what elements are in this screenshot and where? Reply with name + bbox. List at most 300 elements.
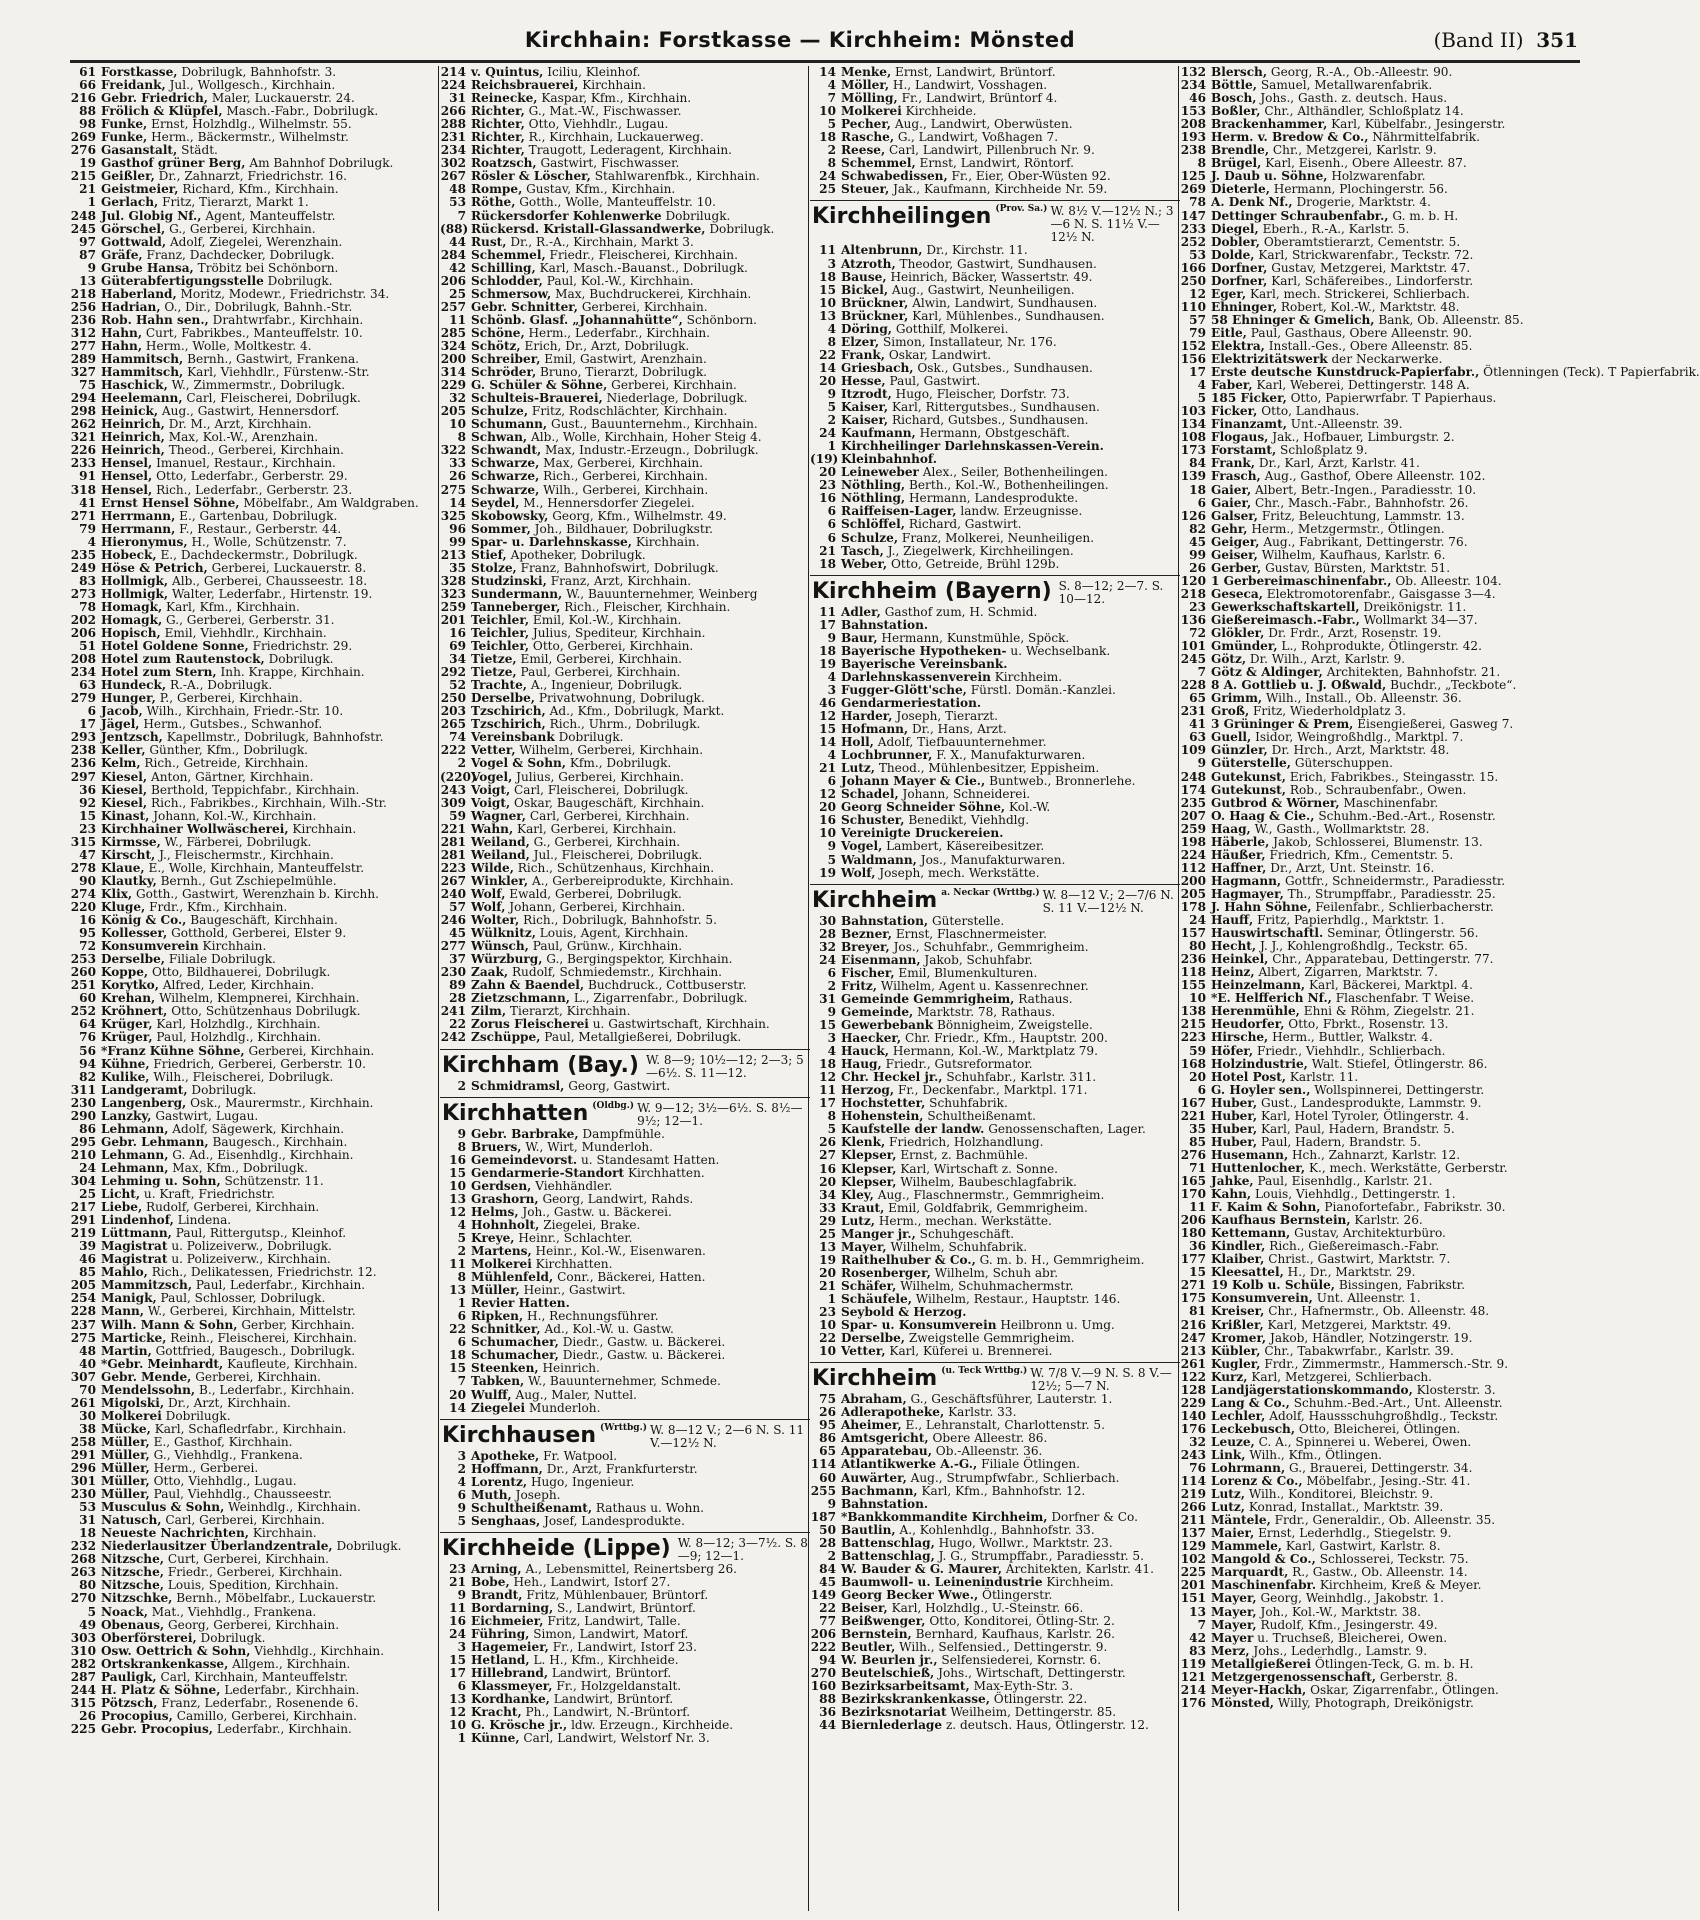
entry-name: Tanneberger, xyxy=(471,599,561,614)
entry-name: Nitzsche, xyxy=(101,1578,164,1593)
phone-number: 15 xyxy=(449,1165,466,1180)
entry-name: Haug, xyxy=(841,1057,882,1072)
entry-details: Curt, Gerberei, Kirchhain. xyxy=(167,1552,329,1567)
phone-number: 18 xyxy=(79,1526,96,1541)
phone-number: 59 xyxy=(1189,1043,1206,1058)
entry-name: Nöthling, xyxy=(841,478,906,493)
page-number: 351 xyxy=(1536,28,1578,52)
phone-number: 180 xyxy=(1180,1226,1206,1241)
entry-name: Kreiser, xyxy=(1211,1304,1265,1319)
entry-name: Wilh. Mann & Sohn, xyxy=(101,1317,238,1332)
phone-number: 18 xyxy=(819,643,836,658)
phone-number: 6 xyxy=(1197,1082,1206,1097)
entry-details: Paul, Gerberei, Kirchhain. xyxy=(520,665,681,680)
entry-details: Conr., Bäckerei, Hatten. xyxy=(557,1270,706,1285)
entry-name: Vetter, xyxy=(471,743,516,758)
entry-details: Emil, Gastwirt, Arenzhain. xyxy=(544,352,707,367)
entry-details: Karlstr. 33. xyxy=(948,1405,1017,1420)
entry-details: Max, Kol.-W., Arenzhain. xyxy=(168,430,319,445)
entry-details: E., Dachdeckermstr., Dobrilugk. xyxy=(160,547,358,562)
entry-details: Dr. Frdr., Arzt, Rosenstr. 19. xyxy=(1268,626,1442,641)
entry-name: Müller, xyxy=(101,1487,150,1502)
phone-number: 223 xyxy=(1180,1030,1206,1045)
entry-details: Dampfmühle. xyxy=(582,1126,665,1141)
phone-number: 250 xyxy=(440,691,466,706)
entry-details: Karl, Bäckerei, Marktpl. 4. xyxy=(1308,978,1473,993)
phone-number: 13 xyxy=(1189,1604,1206,1619)
phone-number: 22 xyxy=(819,347,836,362)
entry-details: Kirchheim. xyxy=(1046,1574,1114,1589)
phone-number: 97 xyxy=(79,234,96,249)
phone-number: (220) xyxy=(440,769,477,784)
phone-number: 15 xyxy=(449,1653,466,1668)
phone-number: 214 xyxy=(1180,1682,1206,1697)
entry-name: Abraham, xyxy=(841,1392,907,1407)
phone-number: 23 xyxy=(449,1561,466,1576)
phone-number: 22 xyxy=(819,1600,836,1615)
entry-details: Otto, Bleicherei, Ötlingen. xyxy=(1298,1421,1461,1436)
phone-number: 18 xyxy=(449,1348,466,1363)
entry-details: Ad., Kfm., Dobrilugk, Markt. xyxy=(549,704,725,719)
entry-details: Frdr., Zimmermstr., Hammersch.-Str. 9. xyxy=(1264,1356,1509,1371)
entry-name: Lutz, xyxy=(841,1213,875,1228)
entry-name: Senghaas, xyxy=(471,1513,541,1528)
phone-number: 50 xyxy=(819,1522,836,1537)
phone-number: 225 xyxy=(70,1721,96,1736)
place-heading xyxy=(440,1419,810,1450)
phone-number: 26 xyxy=(79,1708,96,1723)
entry-details: W., Zimmermstr., Dobrilugk. xyxy=(171,378,346,393)
entry-name: Frank, xyxy=(1211,456,1255,471)
entry-details: Karl, Rittergutsbes., Sundhausen. xyxy=(892,400,1100,415)
entry-details: Dobrilugk. xyxy=(200,1630,266,1645)
phone-number: 229 xyxy=(440,378,466,393)
phone-number: 242 xyxy=(440,1030,466,1045)
phone-number: 268 xyxy=(70,1552,96,1567)
phone-number: 327 xyxy=(70,365,96,380)
phone-number: 83 xyxy=(1189,1643,1206,1658)
entry-name: Molkerei xyxy=(101,1408,162,1423)
entry-details: Gasthof zum, H. Schmid. xyxy=(884,604,1038,619)
entry-name: Gebr. Mende, xyxy=(101,1369,192,1384)
entry-name: Zilm, xyxy=(471,1004,507,1019)
entry-details: Fritz, Wiederholdplatz 3. xyxy=(1253,704,1407,719)
phone-number: 251 xyxy=(70,978,96,993)
phone-number: 9 xyxy=(827,386,836,401)
entry-name: Müller, xyxy=(471,1283,520,1298)
entry-details: Gastwirt, Fischwasser. xyxy=(540,156,680,171)
entry-name: Weiland, xyxy=(471,834,530,849)
entry-name: Teichler, xyxy=(471,626,530,641)
phone-number: 155 xyxy=(1180,978,1206,993)
entry-name: Kirchhainer Wollwäscherei, xyxy=(101,821,289,836)
entry-name: Winkler, xyxy=(471,873,529,888)
entry-details: Kirchheide. xyxy=(905,104,977,119)
phone-number: 230 xyxy=(70,1487,96,1502)
entry-details: Adolf, Ziegelei, Werenzhain. xyxy=(169,234,343,249)
entry-name: Bahnstation. xyxy=(841,617,929,632)
entry-name: Hauff, xyxy=(1211,913,1254,928)
phone-number: 4 xyxy=(87,534,96,549)
entry-name: Dorfner, xyxy=(1211,273,1268,288)
office-hours: W. 8½ V.—12½ N.; 3—6 N. S. 11½ V.—12½ N. xyxy=(1050,204,1174,245)
entry-name: Ernst Hensel Söhne, xyxy=(101,495,240,510)
entry-details: Max-Eyth-Str. 3. xyxy=(973,1679,1074,1694)
entry-details: u. Wechselbank. xyxy=(1010,643,1111,658)
entry-name: Grashorn, xyxy=(471,1191,539,1206)
phone-number: 221 xyxy=(440,821,466,836)
phone-number: 26 xyxy=(1189,560,1206,575)
entry-details: Oberamtstierarzt, Cementstr. 5. xyxy=(1263,234,1461,249)
entry-details: Karl, Metzgerei, Marktstr. 49. xyxy=(1267,1317,1452,1332)
entry-name: Revier Hatten. xyxy=(471,1296,570,1311)
entry-details: Georg, Gerberei, Kirchhain. xyxy=(168,1617,340,1632)
entry-name: Hammitsch, xyxy=(101,352,184,367)
entry-details: Dobrilugk. xyxy=(336,1539,402,1554)
phone-number: 20 xyxy=(819,1174,836,1189)
entry-name: Gerdsen, xyxy=(471,1178,532,1193)
entry-details: Friedr., Fleischerei, Kirchhain. xyxy=(549,247,738,262)
phone-number: 281 xyxy=(440,834,466,849)
phone-number: 219 xyxy=(70,1226,96,1241)
entry-name: Bachmann, xyxy=(841,1483,918,1498)
entry-details: Bruno, Tierarzt, Dobrilugk. xyxy=(540,365,707,380)
entry-name: Schumann, xyxy=(471,417,548,432)
phone-number: 302 xyxy=(440,156,466,171)
entry-name: Martens, xyxy=(471,1243,532,1258)
entry-name: Marticke, xyxy=(101,1330,167,1345)
directory-entry xyxy=(440,1080,810,1093)
entry-details: Julius, Gerberei, Kirchhain. xyxy=(516,769,684,784)
entry-name: Migolski, xyxy=(101,1395,165,1410)
phone-number: 11 xyxy=(449,312,466,327)
entry-details: Otto, Bildhauerei, Dobrilugk. xyxy=(152,965,331,980)
phone-number: 53 xyxy=(1189,247,1206,262)
entry-details: Schuhfabrik. xyxy=(929,1096,1008,1111)
entry-name: Lechler, xyxy=(1211,1408,1266,1423)
phone-number: 267 xyxy=(440,169,466,184)
phone-number: 177 xyxy=(1180,1252,1206,1267)
phone-number: 8 xyxy=(827,156,836,171)
entry-details: Herm., Wolle, Moltkestr. 4. xyxy=(145,338,312,353)
entry-name: Rosenberger, xyxy=(841,1265,931,1280)
entry-name: Vogel, xyxy=(471,769,513,784)
phone-number: 23 xyxy=(1189,599,1206,614)
phone-number: 22 xyxy=(449,1017,466,1032)
phone-number: 88 xyxy=(79,104,96,119)
phone-number: 57 xyxy=(449,900,466,914)
phone-number: 198 xyxy=(1180,834,1206,849)
entry-details: Heinr., Schlachter. xyxy=(518,1230,633,1245)
phone-number: 15 xyxy=(449,1361,466,1376)
entry-details: J., Ziegelwerk, Kirchheilingen. xyxy=(887,543,1074,558)
entry-details: Otto, Gerberei, Kirchhain. xyxy=(532,639,694,654)
entry-details: Karl, mech. Strickerei, Schlierbach. xyxy=(1249,286,1470,301)
entry-details: Jos., Schuhfabr., Gemmrigheim. xyxy=(893,939,1089,954)
entry-details: Chr., Hafnermstr., Ob. Alleenstr. 48. xyxy=(1268,1304,1490,1319)
phone-number: 33 xyxy=(819,1200,836,1215)
phone-number: 238 xyxy=(1180,143,1206,158)
entry-name: Atlantikwerke A.-G., xyxy=(841,1457,978,1472)
entry-name: Gewerbebank xyxy=(841,1018,934,1032)
entry-name: Ehninger, xyxy=(1211,299,1278,314)
phone-number: 303 xyxy=(70,1630,96,1645)
entry-details: Gustav, Architekturbüro. xyxy=(1294,1226,1446,1241)
phone-number: 176 xyxy=(1180,1421,1206,1436)
entry-details: Rich., Fleischer, Kirchhain. xyxy=(564,599,731,614)
entry-details: Viehhändler. xyxy=(535,1178,613,1193)
entry-details: Gerberei, Kirchhain. xyxy=(248,1043,375,1058)
entry-details: Kfm., Dobrilugk. xyxy=(569,756,672,771)
entry-name: G. Hoyler sen., xyxy=(1211,1082,1311,1097)
entry-name: Schumacher, xyxy=(471,1348,559,1363)
entry-details: Karl, Eisenh., Obere Alleestr. 87. xyxy=(1265,156,1467,171)
phone-number: 175 xyxy=(1180,1291,1206,1306)
phone-number: 187 xyxy=(810,1509,836,1524)
entry-name: Adlerapotheke, xyxy=(841,1405,945,1420)
phone-number: 70 xyxy=(79,1382,96,1397)
directory-entry xyxy=(810,183,1180,196)
phone-number: 9 xyxy=(457,1587,466,1602)
entry-name: Lehmann, xyxy=(101,1121,169,1136)
entry-details: Oskar, Zigarrenfabr., Ötlingen. xyxy=(1310,1682,1499,1697)
phone-number: 244 xyxy=(70,1682,96,1697)
entry-name: Molkerei xyxy=(841,104,902,119)
entry-name: Herrmann, xyxy=(101,521,176,536)
phone-number: 11 xyxy=(1189,1200,1206,1215)
phone-number: 96 xyxy=(449,521,466,536)
office-hours: W. 8—12; 3—7½. S. 8—9; 12—1. xyxy=(677,1535,808,1563)
phone-number: 35 xyxy=(1189,1121,1206,1136)
entry-details: landw. Erzeugnisse. xyxy=(960,504,1083,519)
entry-name: Schultheißenamt, xyxy=(471,1500,593,1515)
entry-name: Hohnholt, xyxy=(471,1217,540,1232)
phone-number: 5 xyxy=(87,1604,96,1619)
entry-details: Karl, Mühlenbes., Sundhausen. xyxy=(912,308,1105,323)
entry-name: Studzinski, xyxy=(471,573,547,588)
entry-name: Bezirkskrankenkasse, xyxy=(841,1692,990,1707)
entry-details: Johann, Gerberei, Kirchhain. xyxy=(509,900,686,914)
entry-details: Hermann, Landesprodukte. xyxy=(909,491,1079,506)
phone-number: 114 xyxy=(1180,1474,1206,1489)
entry-details: Max, Gerberei, Kirchhain. xyxy=(543,456,703,471)
entry-name: Klautky, xyxy=(101,873,157,888)
phone-number: 28 xyxy=(819,1535,836,1550)
entry-details: Berthold, Teppichfabr., Kirchhain. xyxy=(150,782,360,797)
phone-number: 129 xyxy=(1180,1539,1206,1554)
entry-details: Kirchhatten. xyxy=(627,1165,705,1180)
entry-name: Klix, xyxy=(101,886,133,901)
phone-number: 243 xyxy=(1180,1447,1206,1462)
phone-number: 250 xyxy=(1180,273,1206,288)
entry-name: Hofmann, xyxy=(841,722,909,737)
phone-number: 103 xyxy=(1180,404,1206,419)
place-heading xyxy=(440,1097,810,1128)
entry-name: Darlehnskassenverein xyxy=(841,669,991,684)
entry-name: Manigk, xyxy=(101,1291,157,1306)
phone-number: 4 xyxy=(1197,378,1206,393)
entry-details: Güterstelle. xyxy=(931,913,1005,928)
entry-details: Schuhgeschäft. xyxy=(919,1226,1015,1241)
phone-number: 234 xyxy=(440,143,466,158)
entry-details: Karl, Metzgerei, Schlierbach. xyxy=(1251,1369,1432,1384)
entry-name: Gräfe, xyxy=(101,247,143,262)
phone-number: 6 xyxy=(457,1487,466,1502)
entry-name: Hieronymus, xyxy=(101,534,188,549)
entry-details: Heilbronn u. Umg. xyxy=(1000,1318,1115,1333)
entry-details: A., Kohlenhdlg., Bahnhofstr. 33. xyxy=(899,1522,1095,1537)
entry-details: Gust., Landesprodukte, Lammstr. 9. xyxy=(1260,1095,1482,1110)
entry-details: Kaspar, Kfm., Kirchhain. xyxy=(541,91,692,106)
entry-details: Wilh., Kirchhain, Friedr.-Str. 10. xyxy=(146,704,344,719)
phone-number: 21 xyxy=(819,543,836,558)
entry-details: Traugott, Lederagent, Kirchhain. xyxy=(528,143,732,158)
phone-number: 41 xyxy=(1189,717,1206,732)
entry-name: Gutekunst, xyxy=(1211,769,1286,784)
entry-name: Chr. Heckel jr., xyxy=(841,1070,943,1085)
directory-column-2 xyxy=(440,66,810,1911)
entry-name: Gottwald, xyxy=(101,234,167,249)
entry-details: Dobrilugk. xyxy=(191,1082,257,1097)
phone-number: 298 xyxy=(70,404,96,419)
entry-name: Jacob, xyxy=(101,704,143,719)
entry-details: Georg, R.-A., Ob.-Alleestr. 90. xyxy=(1270,65,1453,79)
entry-name: Schreiber, xyxy=(471,352,541,367)
phone-number: 230 xyxy=(440,965,466,980)
place-heading xyxy=(810,884,1180,915)
entry-name: Maier, xyxy=(1211,1526,1255,1541)
entry-name: Raiffeisen-Lager, xyxy=(841,504,957,519)
phone-number: 2 xyxy=(827,1548,836,1563)
phone-number: 200 xyxy=(1180,873,1206,888)
entry-name: Manger jr., xyxy=(841,1226,916,1241)
phone-number: 295 xyxy=(70,1134,96,1149)
phone-number: 30 xyxy=(79,1408,96,1423)
entry-details: Rathaus. xyxy=(1018,991,1073,1006)
entry-name: Heudorfer, xyxy=(1211,1017,1285,1032)
entry-details: H., Dr., Marktstr. 29. xyxy=(1287,1265,1416,1280)
entry-name: Kreye, xyxy=(471,1230,515,1245)
entry-name: Rust, xyxy=(471,234,507,249)
entry-details: Schönborn. xyxy=(686,312,758,327)
entry-details: Bissingen, Fabrikstr. xyxy=(1338,1278,1465,1293)
entry-name: Dobler, xyxy=(1211,234,1261,249)
entry-name: Forstamt, xyxy=(1211,443,1277,458)
phone-number: 83 xyxy=(79,573,96,588)
place-name: Kirchheim xyxy=(812,1366,938,1392)
entry-details: Ernst, Landwirt, Röntorf. xyxy=(919,156,1075,171)
entry-name: Wagner, xyxy=(471,808,527,823)
entry-details: Carl, Fleischerei, Dobrilugk. xyxy=(514,782,689,797)
entry-name: Liebe, xyxy=(101,1200,143,1215)
entry-details: Paul, Gastwirt. xyxy=(889,373,981,388)
entry-name: Schulze, xyxy=(841,530,899,545)
entry-details: Joh., Gastw. u. Bäckerei. xyxy=(522,1204,672,1219)
entry-name: Battenschlag, xyxy=(841,1548,935,1563)
phone-number: 112 xyxy=(1180,860,1206,875)
entry-details: Jakob, Schlosserei, Blumenstr. 13. xyxy=(1273,834,1483,849)
entry-name: Jentzsch, xyxy=(101,730,163,745)
phone-number: 61 xyxy=(79,65,96,79)
phone-number: 53 xyxy=(79,1500,96,1515)
entry-details: Güterschuppen. xyxy=(1294,756,1393,771)
volume-label: (Band II) xyxy=(1433,28,1524,52)
entry-details: Ernst, Lederhdlg., Stiegelstr. 9. xyxy=(1258,1526,1452,1541)
phone-number: 315 xyxy=(70,1695,96,1710)
entry-name: Kettemann, xyxy=(1211,1226,1291,1241)
phone-number: 11 xyxy=(819,1083,836,1098)
entry-name: Schulze, xyxy=(471,404,529,419)
phone-number: 7 xyxy=(1197,1617,1206,1632)
phone-number: 12 xyxy=(449,1204,466,1219)
entry-name: Griesbach, xyxy=(841,360,914,375)
phone-number: 167 xyxy=(1180,1095,1206,1110)
entry-name: Schmidramsl, xyxy=(471,1078,565,1093)
entry-text xyxy=(841,867,1180,880)
entry-name: Hunger, xyxy=(101,691,156,706)
entry-name: Lanzky, xyxy=(101,1108,152,1123)
phone-number: 31 xyxy=(819,991,836,1006)
entry-details: Wilhelm, Gerberei, Kirchhain. xyxy=(519,743,704,758)
phone-number: 6 xyxy=(457,1335,466,1350)
phone-number: 6 xyxy=(827,965,836,980)
phone-number: 255 xyxy=(810,1483,836,1498)
entry-details: P., Gerberei, Kirchhain. xyxy=(159,691,303,706)
entry-name: Künne, xyxy=(471,1731,520,1746)
phone-number: 282 xyxy=(70,1656,96,1671)
phone-number: 10 xyxy=(449,417,466,432)
phone-number: 16 xyxy=(819,1161,836,1176)
entry-name: v. Quintus, xyxy=(471,65,544,79)
entry-details: Reinh., Fleischerei, Kirchhain. xyxy=(170,1330,357,1345)
entry-name: Rob. Hahn sen., xyxy=(101,312,209,327)
entry-name: F. Kaim & Sohn, xyxy=(1211,1200,1321,1215)
entry-details: Oskar, Landwirt. xyxy=(888,347,992,362)
entry-details: Niederlage, Dobrilugk. xyxy=(606,391,748,406)
entry-name: Teichler, xyxy=(471,612,530,627)
phone-number: 226 xyxy=(70,443,96,458)
phone-number: 210 xyxy=(70,1147,96,1162)
entry-details: Bernh., Möbelfabr., Luckauerstr. xyxy=(176,1591,377,1606)
phone-number: 78 xyxy=(1189,195,1206,210)
entry-name: 3 Grüninger & Prem, xyxy=(1211,717,1354,732)
phone-number: 203 xyxy=(440,704,466,719)
entry-text xyxy=(471,1402,810,1415)
phone-number: 52 xyxy=(449,678,466,693)
entry-details: F. X., Manufakturwaren. xyxy=(936,748,1086,763)
phone-number: 81 xyxy=(1189,1304,1206,1319)
phone-number: 311 xyxy=(70,1082,96,1097)
entry-name: Hillebrand, xyxy=(471,1666,549,1681)
phone-number: 18 xyxy=(819,1057,836,1072)
phone-number: 3 xyxy=(827,256,836,271)
entry-details: Kirchheim, Kreß & Meyer. xyxy=(1319,1578,1482,1593)
entry-details: Bank, Ob. Alleenstr. 85. xyxy=(1378,312,1524,327)
entry-name: Beiser, xyxy=(841,1600,888,1615)
phone-number: 275 xyxy=(440,482,466,497)
entry-details: Chr., Masch.-Fabr., Bahnhofstr. 26. xyxy=(1255,495,1469,510)
entry-name: Funke, xyxy=(101,130,148,145)
entry-details: Max, Industr.-Erzeugn., Dobrilugk. xyxy=(545,443,759,458)
entry-details: Dreikönigstr. 11. xyxy=(1363,599,1467,614)
phone-number: 21 xyxy=(449,1574,466,1589)
entry-details: Rudolf, Kfm., Jesingerstr. 49. xyxy=(1260,1617,1438,1632)
entry-name: Kiesel, xyxy=(101,769,148,784)
entry-name: *Gebr. Meinhardt, xyxy=(101,1356,224,1371)
entry-name: Güterstelle, xyxy=(1211,756,1291,771)
phone-number: 271 xyxy=(1180,1278,1206,1293)
entry-details: ldw. Erzeugn., Kirchheide. xyxy=(571,1718,734,1733)
